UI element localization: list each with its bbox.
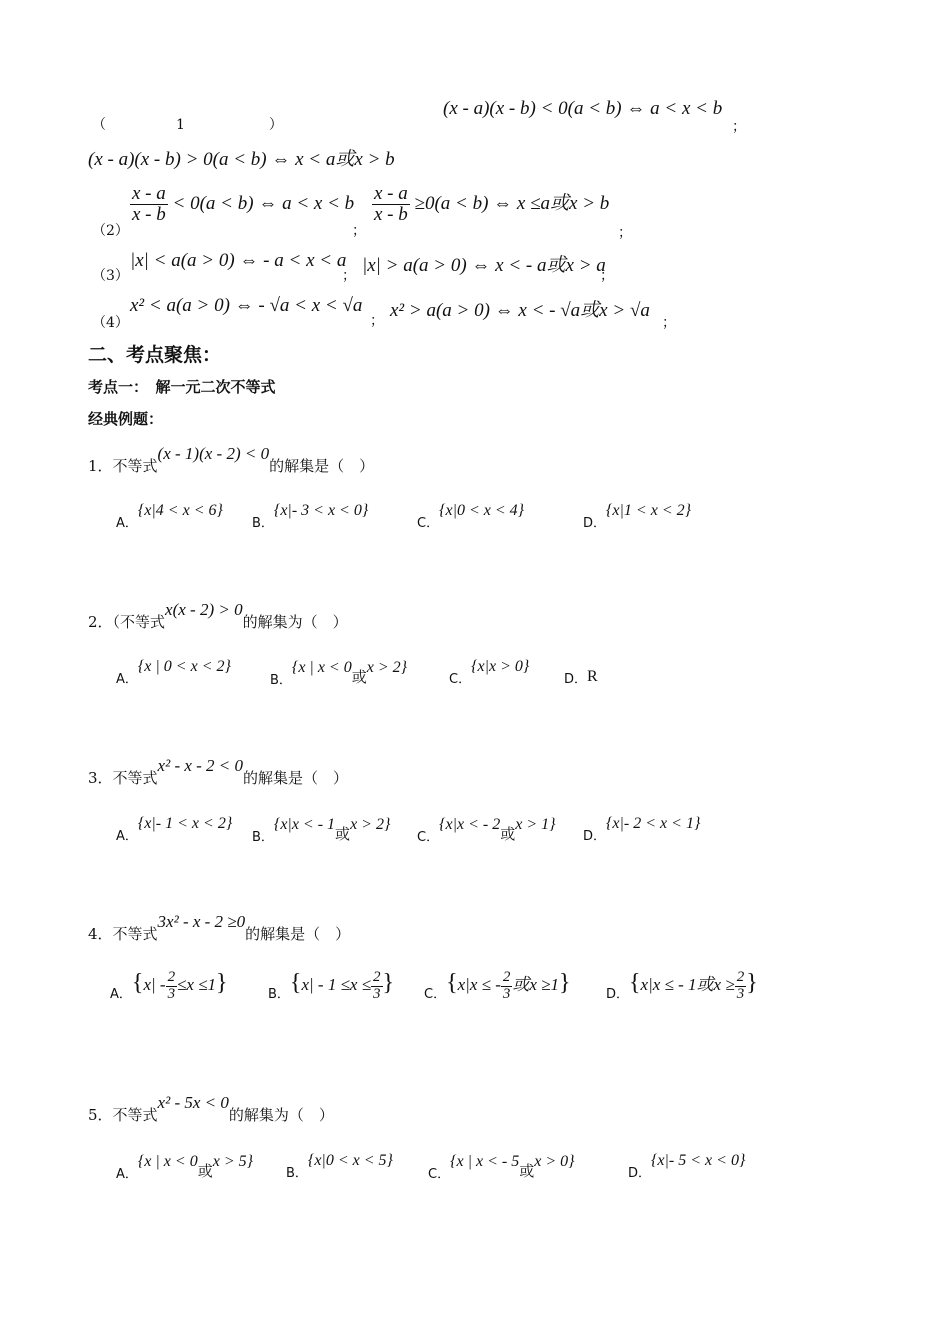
q2-option-a[interactable] — [116, 656, 231, 687]
formula-2-number: （2） — [92, 223, 129, 239]
option-label: C． — [417, 830, 440, 845]
option-text: x| - 1 ≤x ≤ — [301, 975, 372, 995]
option-text: {x|- 1 < x < 2} — [137, 815, 233, 832]
option-label: A． — [116, 516, 138, 531]
option-label: B． — [252, 516, 274, 531]
option-text-2: 或x ≥1 — [512, 975, 560, 995]
question-expression: (x - 1)(x - 2) < 0 — [157, 444, 270, 463]
option-text: {x | x < 0 — [137, 1153, 198, 1170]
formula-3-separator: ； — [342, 268, 356, 284]
formula-1b: (x - a)(x - b) > 0(a < b) ⇔ x < a或x > b — [88, 149, 395, 170]
q3-option-a[interactable] — [116, 813, 233, 844]
question-number: 4．不等式 — [88, 925, 158, 943]
formula-4b: x² > a(a > 0) ⇔ x < - √a或x > √a — [390, 300, 650, 321]
question-number: 5．不等式 — [88, 1106, 158, 1124]
formula-2-separator: ； — [352, 223, 366, 239]
option-label: D． — [628, 1166, 652, 1181]
option-text: {x|0 < x < 5} — [307, 1152, 393, 1169]
question-2 — [88, 600, 348, 632]
fraction-denominator: 3 — [373, 985, 381, 1002]
option-text: {x|- 3 < x < 0} — [273, 502, 369, 519]
option-label: A． — [116, 829, 138, 844]
q4-option-c[interactable]: $_{C.}${x|x ≤ - $\frac{2}{3}$ 或x ≥1} — [424, 969, 571, 1003]
option-label: B． — [268, 987, 290, 1003]
q2-option-d[interactable] — [564, 656, 598, 687]
q2-option-c[interactable] — [449, 656, 530, 687]
fraction-denominator: 3 — [502, 985, 511, 1002]
formula-3-number: （3） — [92, 268, 129, 284]
question-tail: 的解集是（ ） — [243, 769, 349, 787]
option-text-2: x > 5} — [212, 1153, 254, 1170]
fraction-numerator: 2 — [373, 969, 381, 985]
option-or: 或 — [519, 1162, 535, 1180]
option-text: {x|- 2 < x < 1} — [606, 815, 701, 832]
question-expression: 3x² - x - 2 ≥0 — [157, 912, 246, 931]
q5-option-b[interactable] — [286, 1150, 393, 1181]
option-or: 或 — [500, 825, 516, 843]
q1-option-c[interactable] — [417, 500, 525, 531]
section-title: 二、考点聚焦： — [88, 344, 222, 366]
option-text: {x|0 < x < 4} — [439, 502, 525, 519]
option-text: {x|x > 0} — [471, 658, 530, 675]
option-text: {x | x < 0 — [291, 659, 352, 676]
q5-option-d[interactable] — [628, 1150, 746, 1181]
q3-option-c[interactable] — [417, 813, 556, 845]
q2-option-b[interactable] — [270, 656, 408, 688]
fraction-denominator: x - b — [374, 203, 408, 225]
option-text: x|x ≤ - 1或x ≥ — [640, 975, 735, 995]
option-label: D． — [583, 829, 607, 844]
question-number: 3．不等式 — [88, 769, 158, 787]
option-or: 或 — [335, 825, 351, 843]
fraction-numerator: x - a — [374, 183, 408, 204]
option-text: {x|4 < x < 6} — [137, 502, 223, 519]
question-expression: x(x - 2) > 0 — [165, 600, 243, 619]
q1-option-d[interactable] — [583, 500, 692, 531]
option-label: D． — [583, 516, 607, 531]
q4-option-b[interactable]: $_{B.}${x| - 1 ≤x ≤ $\frac{2}{3}$ } — [268, 969, 395, 1003]
option-or: 或 — [197, 1162, 213, 1180]
option-label: B． — [270, 673, 292, 688]
option-label: A． — [116, 672, 138, 687]
option-text: {x|x < - 1 — [273, 816, 336, 833]
formula-4b-separator: ； — [662, 315, 676, 331]
formula-2b — [372, 184, 609, 225]
example-title: 经典例题： — [88, 410, 164, 428]
option-text: {x|x < - 2 — [439, 816, 501, 833]
question-3 — [88, 756, 349, 788]
formula-2b-tail: ≥0(a < b) ⇔ x ≤a或x > b — [414, 192, 610, 214]
option-text: R — [587, 668, 598, 685]
question-tail: 的解集为（ ） — [242, 613, 348, 631]
formula-2b-separator: ； — [618, 225, 632, 241]
q5-option-a[interactable] — [116, 1150, 254, 1182]
formula-3b: |x| > a(a > 0) ⇔ x < - a或x > a — [362, 255, 606, 276]
question-4 — [88, 912, 351, 944]
formula-2a-tail: < 0(a < b) ⇔ a < x < b — [172, 192, 355, 214]
kaodian-title: 考点一： 解一元二次不等式 — [88, 378, 276, 396]
option-text-2: x > 2} — [350, 816, 391, 833]
option-text-2: x > 1} — [515, 816, 556, 833]
option-label: A． — [116, 1167, 138, 1182]
formula-2a — [130, 184, 354, 225]
fraction-numerator: 2 — [502, 969, 511, 985]
fraction-numerator: 2 — [736, 969, 745, 985]
question-number: 1．不等式 — [88, 457, 158, 475]
option-label: A． — [110, 987, 132, 1003]
formula-3a: |x| < a(a > 0) ⇔ - a < x < a — [130, 250, 347, 271]
option-label: D． — [606, 987, 630, 1003]
option-text-2: x > 0} — [534, 1153, 575, 1170]
fraction-denominator: 3 — [736, 985, 745, 1002]
option-label: C． — [424, 987, 447, 1003]
question-number: 2．（不等式 — [88, 613, 166, 631]
option-label: B． — [286, 1166, 308, 1181]
option-text: {x | 0 < x < 2} — [137, 658, 231, 675]
option-text: x|x ≤ - — [457, 975, 501, 995]
formula-4a: x² < a(a > 0) ⇔ - √a < x < √a — [130, 295, 363, 316]
fraction-numerator: x - a — [132, 183, 166, 204]
q3-option-d[interactable] — [583, 813, 701, 844]
question-tail: 的解集是（ ） — [269, 457, 375, 475]
q1-option-a[interactable] — [116, 500, 223, 531]
formula-1a: (x - a)(x - b) < 0(a < b) ⇔ a < x < b — [443, 98, 723, 119]
question-expression: x² - 5x < 0 — [157, 1093, 229, 1112]
q1-option-b[interactable] — [252, 500, 369, 531]
q5-option-c[interactable] — [428, 1150, 575, 1182]
formula-3b-separator: ； — [600, 268, 614, 284]
option-text-2: ≤x ≤1 — [177, 975, 217, 995]
question-5 — [88, 1093, 334, 1125]
option-label: B． — [252, 830, 274, 845]
q3-option-b[interactable] — [252, 813, 391, 845]
fraction-numerator: 2 — [167, 969, 176, 985]
formula-1a-separator: ； — [732, 119, 746, 135]
formula-4-number: （4） — [92, 315, 129, 331]
fraction-denominator: x - b — [132, 203, 166, 225]
question-1 — [88, 444, 375, 476]
formula-4-separator: ； — [370, 313, 384, 329]
q4-option-d[interactable]: $_{D.}${x|x ≤ - 1或x ≥ $\frac{2}{3}$ } — [606, 969, 758, 1003]
option-text-2: x > 2} — [366, 659, 408, 676]
question-expression: x² - x - 2 < 0 — [157, 756, 244, 775]
option-label: D． — [564, 672, 588, 687]
option-label: C． — [417, 516, 440, 531]
option-label: C． — [428, 1167, 451, 1182]
option-or: 或 — [351, 668, 367, 686]
option-text: x| - — [143, 975, 166, 995]
option-label: C． — [449, 672, 472, 687]
question-tail: 的解集是（ ） — [245, 925, 351, 943]
formula-1-number: （ 1 ） — [92, 117, 283, 133]
option-text: {x|- 5 < x < 0} — [651, 1152, 746, 1169]
question-tail: 的解集为（ ） — [228, 1106, 334, 1124]
fraction-denominator: 3 — [167, 985, 176, 1002]
option-text: {x | x < - 5 — [450, 1153, 520, 1170]
q4-option-a[interactable]: $_{A.}${x| - $\frac{2}{3}$ ≤x ≤1} — [110, 969, 228, 1003]
option-text: {x|1 < x < 2} — [606, 502, 692, 519]
